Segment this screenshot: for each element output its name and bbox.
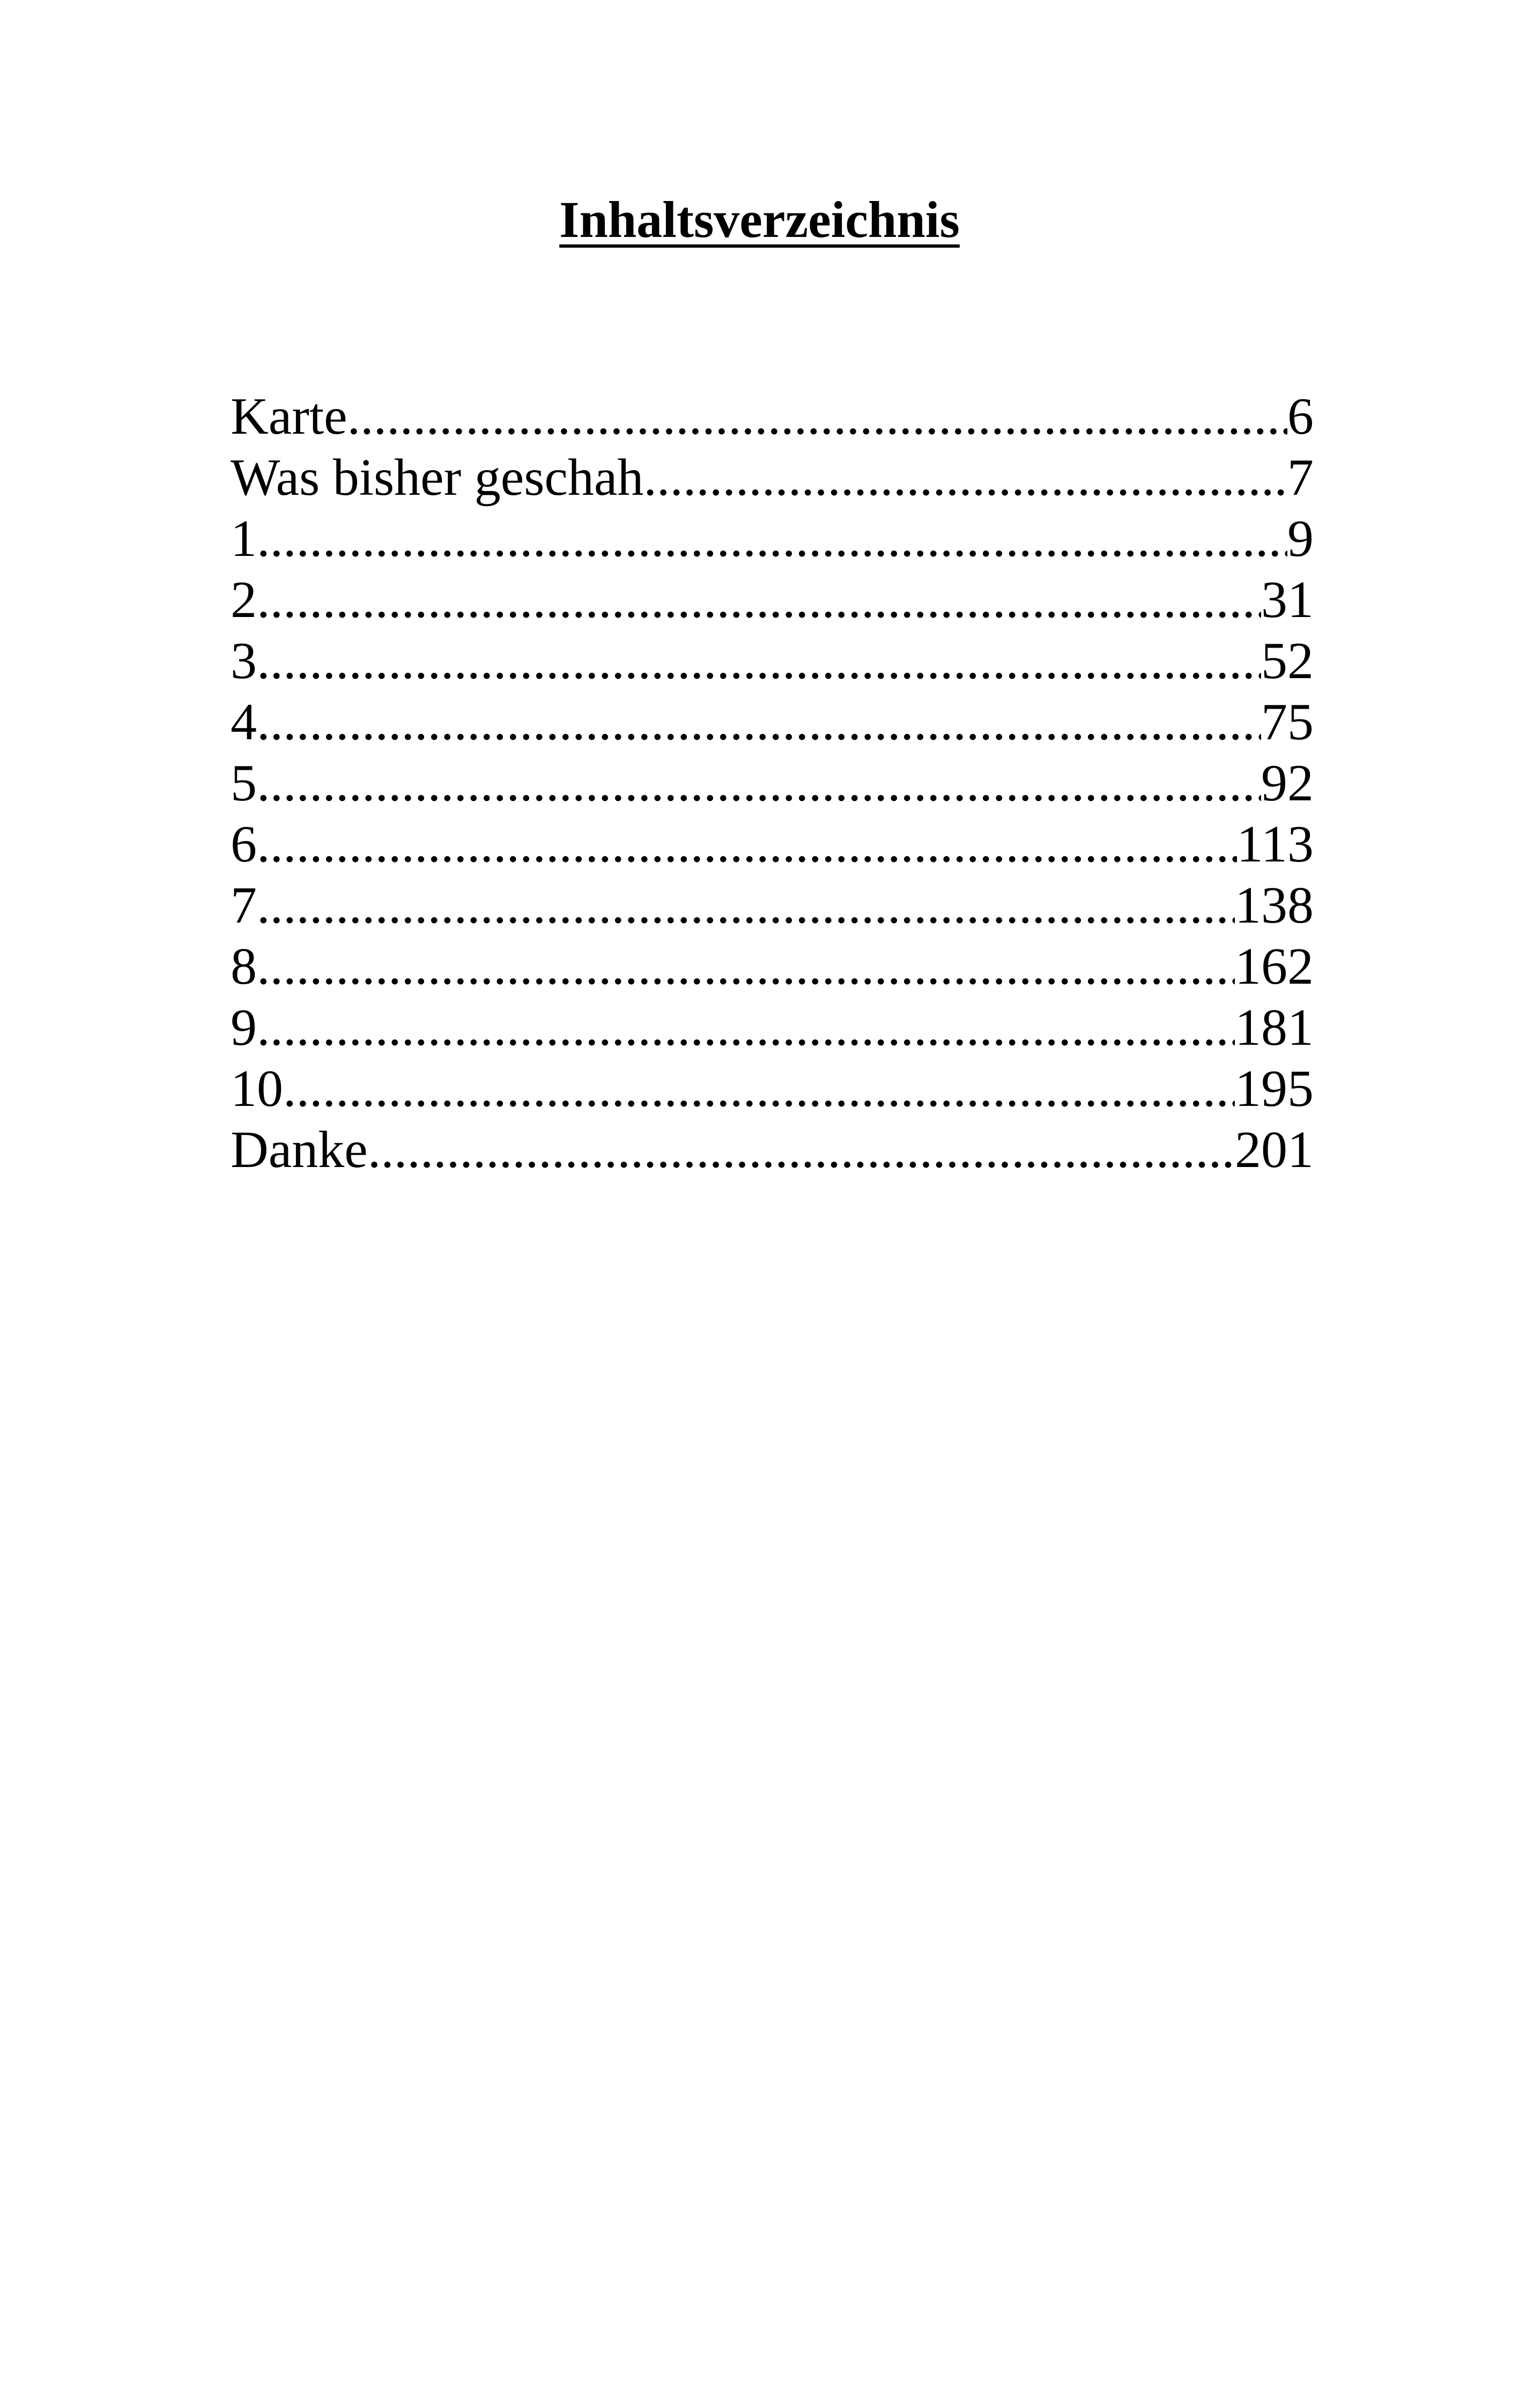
toc-entry-page: 138 (1235, 876, 1314, 934)
toc-entry-chapter-5 (231, 753, 1314, 814)
toc-entry-label: 1 (231, 510, 257, 568)
toc-entry-chapter-10 (231, 1058, 1314, 1119)
toc-dot-leader (368, 1119, 1235, 1180)
toc-entry-label: 10 (231, 1060, 283, 1118)
toc-heading (0, 190, 1519, 249)
toc-entry-label: 4 (231, 693, 257, 751)
toc-dot-leader (257, 692, 1261, 753)
toc-dot-leader (283, 1058, 1235, 1119)
toc-entry-page: 195 (1235, 1060, 1314, 1118)
toc-heading-text: Inhaltsverzeichnis (559, 191, 960, 248)
toc-entry-page: 31 (1261, 571, 1314, 629)
toc-entry-label: 7 (231, 876, 257, 934)
toc-dot-leader (257, 630, 1261, 692)
toc-dot-leader (257, 753, 1261, 814)
toc-entry-chapter-9 (231, 997, 1314, 1058)
toc-entry-label: 5 (231, 754, 257, 812)
toc-entry-chapter-3 (231, 630, 1314, 692)
toc-entry-page: 181 (1235, 999, 1314, 1057)
toc-entry-label: 8 (231, 938, 257, 995)
toc-entry-page: 113 (1236, 815, 1314, 873)
toc-dot-leader (347, 386, 1287, 447)
toc-dot-leader (257, 569, 1261, 630)
toc-entry-chapter-6 (231, 814, 1314, 875)
toc-entry-chapter-1 (231, 508, 1314, 569)
toc-dot-leader (257, 936, 1235, 997)
toc-entry-label: Danke (231, 1121, 368, 1179)
toc-entry-chapter-7 (231, 875, 1314, 936)
toc-list (231, 386, 1314, 1180)
toc-entry-label: 3 (231, 632, 257, 690)
toc-entry-page: 6 (1287, 388, 1314, 445)
toc-entry-chapter-2 (231, 569, 1314, 630)
toc-entry-page: 9 (1287, 510, 1314, 568)
toc-entry-page: 162 (1235, 938, 1314, 995)
toc-entry-label: 9 (231, 999, 257, 1057)
toc-entry-label: 2 (231, 571, 257, 629)
toc-dot-leader (257, 508, 1287, 569)
toc-dot-leader (257, 814, 1237, 875)
toc-entry-was-bisher-geschah (231, 447, 1314, 508)
toc-entry-page: 52 (1261, 632, 1314, 690)
toc-entry-label: Was bisher geschah (231, 449, 644, 507)
toc-entry-page: 7 (1287, 449, 1314, 507)
toc-entry-label: 6 (231, 815, 257, 873)
toc-entry-page: 75 (1261, 693, 1314, 751)
toc-dot-leader (257, 997, 1235, 1058)
toc-dot-leader (643, 447, 1287, 508)
toc-entry-karte (231, 386, 1314, 447)
toc-entry-danke (231, 1119, 1314, 1180)
toc-entry-chapter-8 (231, 936, 1314, 997)
toc-dot-leader (257, 875, 1235, 936)
toc-entry-chapter-4 (231, 692, 1314, 753)
toc-entry-page: 201 (1235, 1121, 1314, 1179)
toc-entry-label: Karte (231, 388, 347, 445)
toc-entry-page: 92 (1261, 754, 1314, 812)
